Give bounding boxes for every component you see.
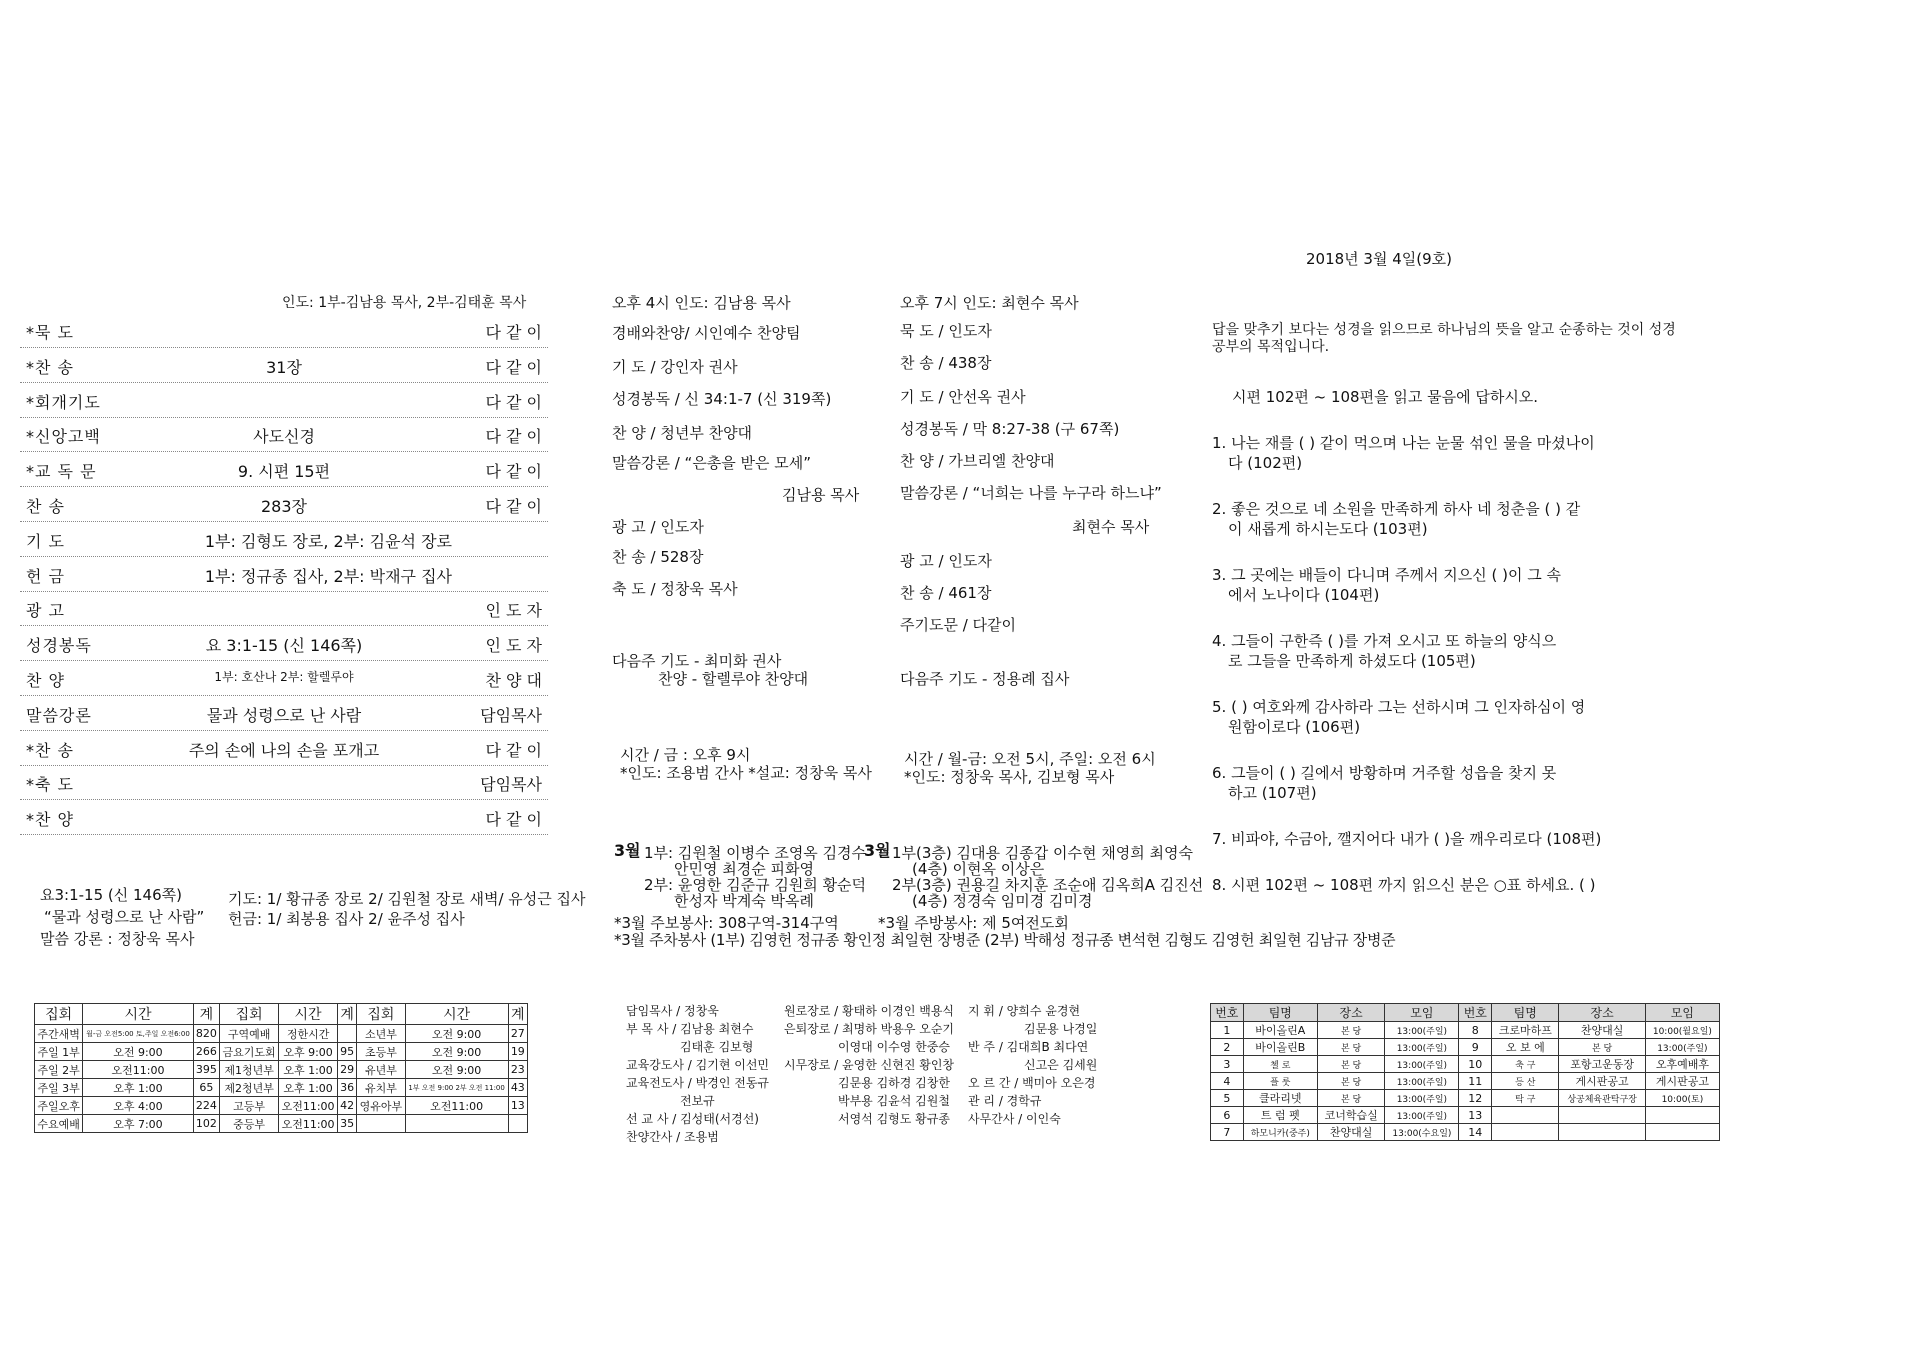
evening-order-item: 묵 도 / 인도자	[900, 322, 992, 340]
order-item-content: 31장	[266, 357, 302, 377]
question-text-cont: 에서 노나이다 (104편)	[1228, 586, 1380, 604]
table-cell: 1부 오전 9:00 2부 오전 11:00	[405, 1079, 508, 1097]
table-cell: 27	[508, 1025, 527, 1043]
question-text: 4. 그들이 구한즉 ( )를 가져 오시고 또 하늘의 양식으	[1212, 632, 1557, 650]
question-text: 8. 시편 102편 ~ 108편 까지 읽으신 분은 ○표 하세요. ( )	[1212, 876, 1596, 894]
table-cell: 13	[1459, 1107, 1492, 1124]
table-cell: 오후 7:00	[83, 1115, 193, 1133]
table-cell: 탁 구	[1492, 1090, 1559, 1107]
bulletin-service: *3월 주보봉사: 308구역-314구역	[614, 914, 839, 932]
table-cell: 트 럼 펫	[1243, 1107, 1317, 1124]
evening-next-prayer: 다음주 기도 - 정용례 집사	[900, 670, 1070, 688]
column-header: 집회	[220, 1004, 279, 1025]
staff-line: 원로장로 / 황태하 이경인 백용식	[784, 1004, 954, 1018]
question-text: 3. 그 곳에는 배들이 다니며 주께서 지으신 ( )이 그 속	[1212, 566, 1562, 584]
table-cell: 오전11:00	[405, 1097, 508, 1115]
question-text: 6. 그들이 ( ) 길에서 방황하며 거주할 성읍을 찾지 못	[1212, 764, 1557, 782]
table-cell: 13:00(주일)	[1385, 1022, 1459, 1039]
order-item-content: 사도신경	[253, 427, 315, 447]
order-item-label: *신앙고백	[26, 427, 101, 447]
order-item-leader: 다 같 이	[485, 497, 542, 516]
staff-line: 지 휘 / 양희수 윤경현	[968, 1004, 1081, 1018]
order-row	[20, 591, 548, 626]
table-cell: 본 당	[1317, 1056, 1384, 1073]
order-item-label: 찬 양	[26, 671, 65, 690]
table-row	[1211, 1022, 1720, 1039]
staff-column-1	[626, 1002, 769, 1146]
table-cell: 13	[508, 1097, 527, 1115]
table-cell: 23	[508, 1061, 527, 1079]
duty-line: 2부(3층) 권용길 차지훈 조순애 김옥희A 김진선	[892, 876, 1204, 894]
table-cell: 95	[338, 1043, 357, 1061]
parking-service: *3월 주차봉사 (1부) 김영헌 정규종 황인정 최일현 장병준 (2부) 박해성 정규종 변석현 김형도 김영헌 최일현 김남규 장병준	[614, 931, 1396, 949]
order-row	[20, 731, 548, 766]
afternoon-order-item: 말씀강론 / “은총을 받은 모세”	[612, 454, 812, 472]
table-cell: 찬양대실	[1559, 1022, 1645, 1039]
table-cell: 상공체육관탁구장	[1559, 1090, 1645, 1107]
table-cell	[1492, 1107, 1559, 1124]
order-item-label: *교 독 문	[26, 462, 97, 482]
table-cell: 포항고운동장	[1559, 1056, 1645, 1073]
order-item-content: 1부: 호산나 2부: 할렐루야	[214, 670, 354, 684]
table-cell	[508, 1115, 527, 1133]
table-cell: 코너학습실	[1317, 1107, 1384, 1124]
order-item-label: 성경봉독	[26, 636, 92, 656]
staff-line: 교육전도사 / 박경인 전동규	[626, 1076, 769, 1090]
column-header: 팀명	[1243, 1004, 1317, 1022]
evening-order-item: 찬 양 / 가브리엘 찬양대	[900, 452, 1055, 470]
column-header: 계	[193, 1004, 219, 1025]
afternoon-order-item: 찬 송 / 528장	[612, 548, 704, 566]
table-cell: 주일 1부	[35, 1043, 83, 1061]
table-cell: 오전 9:00	[405, 1025, 508, 1043]
order-row	[20, 522, 548, 557]
table-cell: 첼 로	[1243, 1056, 1317, 1073]
evening-order-item: 주기도문 / 다같이	[900, 616, 1017, 634]
friday-time: 시간 / 금 : 오후 9시	[620, 746, 751, 764]
duty-line: (4층) 정경숙 임미경 김미경	[912, 892, 1093, 910]
table-cell: 주일 2부	[35, 1061, 83, 1079]
table-cell: 찬양대실	[1317, 1124, 1384, 1141]
duty-line: 안민영 최경순 피화영	[674, 860, 814, 878]
staff-line: 교육강도사 / 김기현 이선민	[626, 1058, 769, 1072]
table-row	[35, 1025, 528, 1043]
table-cell: 266	[193, 1043, 219, 1061]
table-cell: 주일 3부	[35, 1079, 83, 1097]
study-intro: 답을 맞추기 보다는 성경을 읽으므로 하나님의 뜻을 알고 순종하는 것이 성경공부의 목적입니다.	[1212, 322, 1676, 355]
order-item-leader: 다 같 이	[485, 392, 542, 412]
order-item-leader: 다 같 이	[485, 740, 542, 760]
order-item-leader: 인 도 자	[485, 636, 542, 656]
column-header: 계	[508, 1004, 527, 1025]
table-cell: 본 당	[1317, 1039, 1384, 1056]
table-cell: 정한시간	[279, 1025, 338, 1043]
order-row	[20, 765, 548, 800]
table-cell: 플 룻	[1243, 1073, 1317, 1090]
duty-month-1: 3월	[614, 841, 641, 860]
order-item-content: 283장	[261, 497, 307, 516]
column-header: 시간	[279, 1004, 338, 1025]
order-item-label: 말씀강론	[26, 705, 92, 725]
table-cell: 1	[1211, 1022, 1244, 1039]
table-cell: 바이올린A	[1243, 1022, 1317, 1039]
staff-line: 시무장로 / 윤영한 신현진 황인창	[784, 1058, 954, 1072]
table-cell: 12	[1459, 1090, 1492, 1107]
table-cell: 크로마하프	[1492, 1022, 1559, 1039]
table-cell: 바이올린B	[1243, 1039, 1317, 1056]
table-cell: 오전 9:00	[405, 1061, 508, 1079]
table-cell: 6	[1211, 1107, 1244, 1124]
question-text: 7. 비파야, 수금아, 깰지어다 내가 ( )을 깨우리로다 (108편)	[1212, 830, 1602, 848]
morning-leaders: 인도: 1부-김남용 목사, 2부-김태훈 목사	[282, 295, 527, 311]
table-cell: 4	[1211, 1073, 1244, 1090]
table-row	[1211, 1124, 1720, 1141]
table-cell: 19	[508, 1043, 527, 1061]
staff-line: 이영대 이수영 한중승	[838, 1040, 950, 1054]
table-cell: 고등부	[220, 1097, 279, 1115]
order-item-content: 주의 손에 나의 손을 포개고	[188, 740, 380, 760]
table-cell	[338, 1025, 357, 1043]
next-preacher: 말씀 강론 : 정창욱 목사	[40, 930, 195, 948]
order-item-leader: 다 같 이	[485, 427, 542, 447]
table-cell: 오후예배후	[1645, 1056, 1719, 1073]
table-cell: 102	[193, 1115, 219, 1133]
duty-line: 2부: 윤영한 김준규 김원희 황순덕	[644, 876, 867, 894]
staff-line: 찬양간사 / 조용범	[626, 1130, 719, 1144]
next-prayer: 기도: 1/ 황규종 장로 2/ 김원철 장로 새벽/ 유성근 집사	[228, 890, 586, 908]
column-header: 장소	[1559, 1004, 1645, 1022]
next-sermon-title: “물과 성령으로 난 사람”	[44, 908, 205, 926]
evening-preacher: 최현수 목사	[1072, 518, 1150, 536]
question-text-cont: 원함이로다 (106편)	[1228, 718, 1361, 736]
staff-line: 박부용 김윤석 김원철	[838, 1094, 950, 1108]
evening-header: 오후 7시 인도: 최현수 목사	[900, 294, 1079, 312]
table-cell: 820	[193, 1025, 219, 1043]
table-cell: 축 구	[1492, 1056, 1559, 1073]
table-row	[35, 1043, 528, 1061]
order-row	[20, 348, 548, 383]
staff-line: 김문용 김하경 김창한	[838, 1076, 950, 1090]
bulletin-date: 2018년 3월 4일(9호)	[1306, 250, 1453, 268]
evening-order-item: 광 고 / 인도자	[900, 552, 992, 570]
evening-order-item: 찬 송 / 461장	[900, 584, 992, 602]
afternoon-order-item: 기 도 / 강인자 권사	[612, 358, 738, 376]
afternoon-next-praise: 찬양 - 할렐루야 찬양대	[658, 670, 809, 688]
column-header: 모임	[1385, 1004, 1459, 1022]
table-cell: 게시판공고	[1559, 1073, 1645, 1090]
evening-order-item: 찬 송 / 438장	[900, 354, 992, 372]
table-cell: 오전 9:00	[83, 1043, 193, 1061]
table-cell: 유치부	[357, 1079, 405, 1097]
table-cell: 클라리넷	[1243, 1090, 1317, 1107]
duty-line: 한성자 박계숙 박옥례	[674, 892, 814, 910]
afternoon-header: 오후 4시 인도: 김남용 목사	[612, 294, 791, 312]
afternoon-order-item: 찬 양 / 청년부 찬양대	[612, 424, 753, 442]
next-offering: 헌금: 1/ 최봉용 집사 2/ 윤주성 집사	[228, 910, 465, 928]
table-cell: 11	[1459, 1073, 1492, 1090]
table-cell: 오후 4:00	[83, 1097, 193, 1115]
column-header: 집회	[357, 1004, 405, 1025]
column-header: 시간	[405, 1004, 508, 1025]
table-row	[35, 1097, 528, 1115]
staff-line: 전보규	[680, 1094, 715, 1108]
table-cell: 오후 9:00	[279, 1043, 338, 1061]
order-item-content: 1부: 김형도 장로, 2부: 김윤석 장로	[204, 531, 452, 551]
duty-month-2: 3월	[864, 841, 891, 860]
order-item-leader: 다 같 이	[485, 810, 542, 830]
order-row	[20, 487, 548, 522]
table-cell: 13:00(주일)	[1385, 1107, 1459, 1124]
table-cell: 오후 1:00	[279, 1079, 338, 1097]
order-item-content: 물과 성령으로 난 사람	[206, 705, 362, 725]
table-cell: 3	[1211, 1056, 1244, 1073]
table-cell	[1559, 1107, 1645, 1124]
table-cell: 35	[338, 1115, 357, 1133]
table-cell: 금요기도회	[220, 1043, 279, 1061]
staff-line: 신고은 김세원	[1024, 1058, 1098, 1072]
question-text-cont: 로 그들을 만족하게 하셨도다 (105편)	[1228, 652, 1476, 670]
order-item-leader: 담임목사	[480, 775, 542, 795]
table-cell	[405, 1115, 508, 1133]
order-row	[20, 452, 548, 487]
order-item-label: 광 고	[26, 601, 65, 621]
order-row	[20, 696, 548, 731]
column-header: 번호	[1459, 1004, 1492, 1022]
table-row	[1211, 1056, 1720, 1073]
order-item-leader: 담임목사	[480, 705, 542, 725]
table-cell	[1559, 1124, 1645, 1141]
table-cell: 주일오후	[35, 1097, 83, 1115]
order-row	[20, 383, 548, 418]
column-header: 장소	[1317, 1004, 1384, 1022]
order-row	[20, 661, 548, 696]
staff-line: 은퇴장로 / 최명하 박용우 오순기	[784, 1022, 954, 1036]
order-item-label: 헌 금	[26, 566, 65, 586]
table-cell: 본 당	[1317, 1022, 1384, 1039]
table-row	[1211, 1090, 1720, 1107]
next-scripture: 요3:1-15 (신 146쪽)	[40, 886, 182, 904]
table-cell: 5	[1211, 1090, 1244, 1107]
table-cell: 오후 1:00	[83, 1079, 193, 1097]
staff-line: 김문용 나경일	[1024, 1022, 1098, 1036]
table-cell: 42	[338, 1097, 357, 1115]
table-cell: 주간새벽	[35, 1025, 83, 1043]
column-header: 팀명	[1492, 1004, 1559, 1022]
staff-line: 반 주 / 김대희B 최다연	[968, 1040, 1089, 1054]
table-cell: 13:00(주일)	[1385, 1039, 1459, 1056]
table-row	[35, 1115, 528, 1133]
table-cell	[357, 1115, 405, 1133]
table-cell: 소년부	[357, 1025, 405, 1043]
order-item-label: *축 도	[26, 775, 74, 795]
evening-order-item: 성경봉독 / 막 8:27-38 (구 67쪽)	[900, 420, 1120, 438]
order-item-leader: 찬 양 대	[485, 671, 542, 690]
staff-line: 담임목사 / 정창욱	[626, 1004, 719, 1018]
order-item-label: 찬 송	[26, 497, 65, 516]
table-cell	[1492, 1124, 1559, 1141]
table-cell: 13:00(주일)	[1385, 1090, 1459, 1107]
table-row	[35, 1079, 528, 1097]
table-cell: 10	[1459, 1056, 1492, 1073]
table-cell: 오전 9:00	[405, 1043, 508, 1061]
table-cell: 9	[1459, 1039, 1492, 1056]
column-header: 계	[338, 1004, 357, 1025]
table-row	[1211, 1073, 1720, 1090]
table-cell: 65	[193, 1079, 219, 1097]
question-text-cont: 다 (102편)	[1228, 454, 1303, 472]
table-cell: 월-금 오전5:00 토,주일 오전6:00	[83, 1025, 193, 1043]
staff-line: 서영석 김형도 황규종	[838, 1112, 950, 1126]
table-cell: 2	[1211, 1039, 1244, 1056]
column-header: 시간	[83, 1004, 193, 1025]
table-row	[1211, 1039, 1720, 1056]
staff-line: 사무간사 / 이인숙	[968, 1112, 1061, 1126]
order-item-leader: 다 같 이	[485, 357, 542, 377]
table-cell: 등 산	[1492, 1073, 1559, 1090]
table-cell: 29	[338, 1061, 357, 1079]
order-row	[20, 626, 548, 661]
study-instruction: 시편 102편 ~ 108편을 읽고 물음에 답하시오.	[1232, 388, 1539, 406]
order-item-leader: 다 같 이	[485, 323, 542, 342]
table-cell: 수요예배	[35, 1115, 83, 1133]
table-cell: 초등부	[357, 1043, 405, 1061]
staff-column-2	[784, 1002, 954, 1128]
table-cell: 36	[338, 1079, 357, 1097]
table-cell: 유년부	[357, 1061, 405, 1079]
question-text-cont: 이 새롭게 하시는도다 (103편)	[1228, 520, 1428, 538]
table-cell: 오전11:00	[279, 1115, 338, 1133]
table-cell: 오전11:00	[83, 1061, 193, 1079]
table-cell: 8	[1459, 1022, 1492, 1039]
table-cell: 본 당	[1317, 1090, 1384, 1107]
order-row	[20, 800, 548, 835]
afternoon-preacher: 김남용 목사	[782, 486, 860, 504]
dawn-time: 시간 / 월-금: 오전 5시, 주일: 오전 6시	[904, 750, 1156, 768]
table-cell	[1645, 1124, 1719, 1141]
table-cell: 10:00(월요일)	[1645, 1022, 1719, 1039]
afternoon-order-item: 경배와찬양/ 시인예수 찬양팀	[612, 324, 801, 342]
order-item-label: *묵 도	[26, 323, 74, 342]
question-text-cont: 하고 (107편)	[1228, 784, 1317, 802]
table-cell: 10:00(토)	[1645, 1090, 1719, 1107]
order-item-content: 요 3:1-15 (신 146쪽)	[205, 636, 363, 656]
table-row	[35, 1061, 528, 1079]
table-cell	[1645, 1107, 1719, 1124]
cell-group-table	[1210, 1003, 1720, 1141]
question-text: 5. ( ) 여호와께 감사하라 그는 선하시며 그 인자하심이 영	[1212, 698, 1586, 716]
table-cell: 본 당	[1559, 1039, 1645, 1056]
table-cell: 13:00(주일)	[1385, 1073, 1459, 1090]
afternoon-order-item: 광 고 / 인도자	[612, 518, 704, 536]
order-item-label: *찬 송	[26, 740, 74, 760]
order-item-label: *회개기도	[26, 392, 101, 412]
question-text: 2. 좋은 것으로 네 소원을 만족하게 하사 네 청춘을 ( ) 같	[1212, 500, 1581, 518]
table-cell: 오후 1:00	[279, 1061, 338, 1079]
table-cell: 43	[508, 1079, 527, 1097]
order-item-leader: 다 같 이	[485, 462, 542, 482]
duty-line: (4층) 이현옥 이상은	[912, 860, 1045, 878]
table-row	[1211, 1107, 1720, 1124]
column-header: 집회	[35, 1004, 83, 1025]
afternoon-order-item: 성경봉독 / 신 34:1-7 (신 319쪽)	[612, 390, 832, 408]
order-item-label: *찬 양	[26, 810, 74, 830]
table-cell: 7	[1211, 1124, 1244, 1141]
table-cell: 영유아부	[357, 1097, 405, 1115]
dawn-leaders: *인도: 정창욱 목사, 김보형 목사	[904, 768, 1115, 786]
table-cell: 구역예배	[220, 1025, 279, 1043]
staff-line: 김태훈 김보형	[680, 1040, 754, 1054]
attendance-table	[34, 1003, 528, 1133]
order-row	[20, 557, 548, 592]
order-row	[20, 417, 548, 452]
table-cell: 224	[193, 1097, 219, 1115]
table-cell: 제2청년부	[220, 1079, 279, 1097]
table-cell: 오전11:00	[279, 1097, 338, 1115]
order-item-leader: 인 도 자	[485, 601, 542, 621]
staff-line: 관 리 / 경학규	[968, 1094, 1042, 1108]
afternoon-order-item: 축 도 / 정창욱 목사	[612, 580, 738, 598]
order-row	[20, 313, 548, 348]
order-item-content: 9. 시편 15편	[237, 462, 331, 482]
friday-leaders: *인도: 조용범 간사 *설교: 정창욱 목사	[620, 764, 872, 782]
table-cell: 14	[1459, 1124, 1492, 1141]
table-cell: 본 당	[1317, 1073, 1384, 1090]
column-header: 번호	[1211, 1004, 1244, 1022]
evening-order-item: 기 도 / 안선옥 권사	[900, 388, 1026, 406]
column-header: 모임	[1645, 1004, 1719, 1022]
table-cell: 중등부	[220, 1115, 279, 1133]
duty-line: 1부: 김원철 이병수 조영옥 김경수	[644, 844, 867, 862]
order-item-content: 1부: 정규종 집사, 2부: 박재구 집사	[204, 566, 452, 586]
afternoon-next-prayer: 다음주 기도 - 최미화 권사	[612, 652, 782, 670]
table-cell: 13:00(주일)	[1385, 1056, 1459, 1073]
staff-column-3	[968, 1002, 1097, 1128]
table-cell: 13:00(주일)	[1645, 1039, 1719, 1056]
staff-line: 선 교 사 / 김성태(서경선)	[626, 1112, 759, 1126]
table-cell: 13:00(수요일)	[1385, 1124, 1459, 1141]
question-text: 1. 나는 재를 ( ) 같이 먹으며 나는 눈물 섞인 물을 마셨나이	[1212, 434, 1595, 452]
table-cell: 제1청년부	[220, 1061, 279, 1079]
table-cell: 하모니카(중주)	[1243, 1124, 1317, 1141]
staff-line: 오 르 간 / 백미아 오은경	[968, 1076, 1096, 1090]
kitchen-service: *3월 주방봉사: 제 5여전도회	[878, 914, 1069, 932]
table-cell: 395	[193, 1061, 219, 1079]
order-item-label: 기 도	[26, 531, 65, 551]
table-cell: 오 보 에	[1492, 1039, 1559, 1056]
staff-line: 부 목 사 / 김남용 최현수	[626, 1022, 754, 1036]
duty-line: 1부(3층) 김대용 김종갑 이수현 채영희 최영숙	[892, 844, 1193, 862]
evening-order-item: 말씀강론 / “너희는 나를 누구라 하느냐”	[900, 484, 1162, 502]
table-cell: 게시판공고	[1645, 1073, 1719, 1090]
order-item-label: *찬 송	[26, 357, 74, 377]
